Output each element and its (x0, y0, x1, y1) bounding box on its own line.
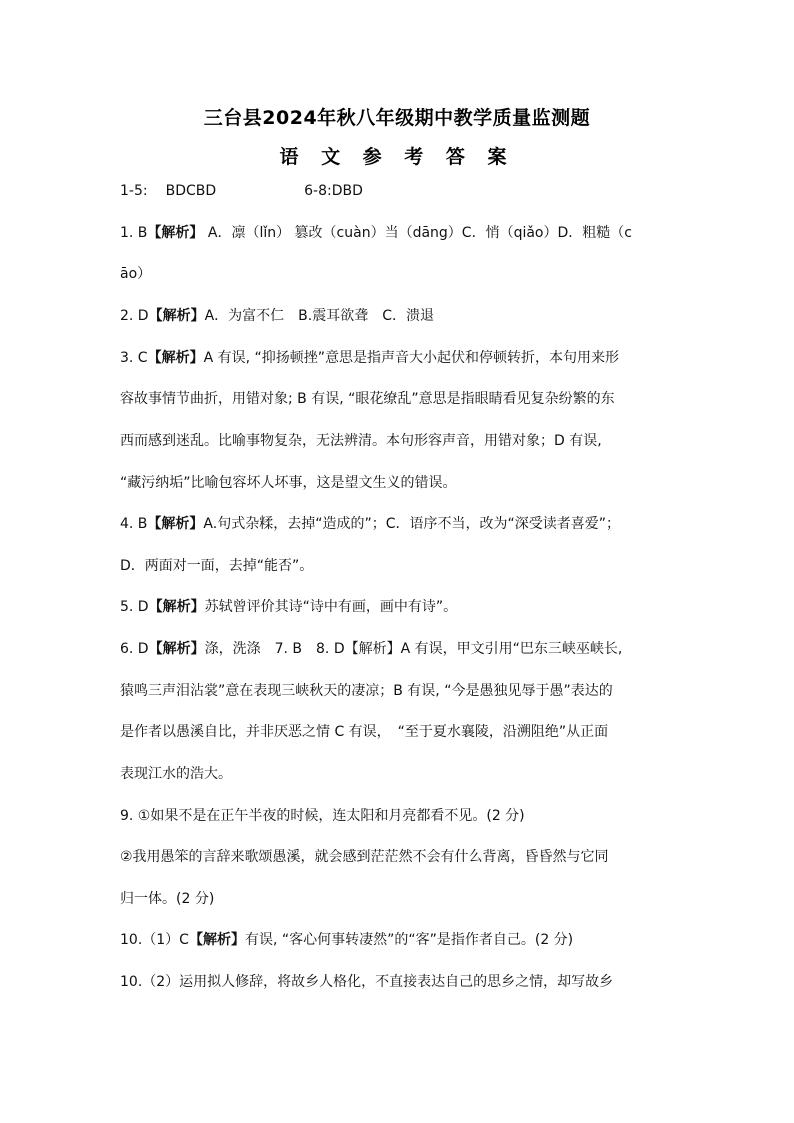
q6-line-3: 是作者以愚溪自比，并非厌恶之情 C 有误， “至于夏水襄陵，沿溯阻绝”从正面 (120, 724, 609, 740)
mc-1-5-label: 1-5: (120, 183, 148, 199)
mc-1-5-value: BDCBD (165, 183, 217, 199)
q4-analysis-tag: 【解析】 (147, 516, 204, 532)
q3-number: 3. C (120, 350, 148, 366)
q10-1-line (120, 930, 680, 950)
q1-number: 1. B (120, 225, 148, 241)
q2-analysis-tag: 【解析】 (148, 308, 205, 324)
q2-text: A．为富不仁 B.震耳欲聋 C．溃退 (204, 308, 435, 324)
q4-line-1 (120, 514, 680, 534)
mc-6-8: 6-8:DBD (304, 183, 363, 199)
q10-2-line: 10.（2）运用拟人修辞，将故乡人格化，不直接表达自己的思乡之情，却写故乡 (120, 974, 614, 990)
q6-line-4: 表现江水的浩大。 (120, 766, 232, 782)
q3-analysis-tag: 【解析】 (147, 350, 204, 366)
q1-text: A．凛（lǐn） 篡改（cuàn）当（dāng）C．悄（qiǎo）D．粗糙（c (203, 225, 632, 241)
q1-line-1 (120, 223, 680, 243)
q6-line-2: 猿鸣三声泪沾裳”意在表现三峡秋天的凄凉；B 有误, “今是愚独见辱于愚”表达的 (120, 683, 613, 699)
page-subtitle: 语 文 参 考 答 案 (279, 146, 515, 168)
q5-analysis-tag: 【解析】 (148, 599, 205, 615)
q9-line-1: 9. ①如果不是在正午半夜的时候，连太阳和月亮都看不见。(2 分) (120, 808, 525, 824)
q2-number: 2. D (120, 308, 149, 324)
q4-number: 4. B (120, 516, 148, 532)
q3-text: A 有误, “抑扬顿挫”意思是指声音大小起伏和停顿转折，本句用来形 (203, 350, 620, 366)
q10-1-text: 有误, “客心何事转凄然”的“客”是指作者自己。(2 分) (244, 932, 574, 948)
q10-1-analysis-tag: 【解析】 (188, 932, 245, 948)
q9-line-3: 归一体。(2 分) (120, 891, 215, 907)
q2-line (120, 306, 680, 326)
q3-line-3: 西而感到迷乱。比喻事物复杂，无法辨清。本句形容声音，用错对象；D 有误, (120, 433, 602, 449)
q6-text: 涤，洗涤 7. B 8. D【解析】A 有误，甲文引用“巴东三峡巫峡长, (204, 641, 623, 657)
q5-line (120, 597, 680, 617)
answer-line-1-8 (120, 181, 680, 201)
q5-text: 苏轼曾评价其诗“诗中有画，画中有诗”。 (204, 599, 458, 615)
q6-number: 6. D (120, 641, 149, 657)
q3-line-1 (120, 348, 680, 368)
q4-text: A.句式杂糅，去掉“造成的”；C．语序不当，改为“深受读者喜爱”； (203, 516, 620, 532)
q1-analysis-tag: 【解析】 (147, 225, 204, 241)
page-title: 三台县2024年秋八年级期中教学质量监测题 (203, 107, 591, 129)
q6-line-1 (120, 639, 680, 659)
q5-number: 5. D (120, 599, 149, 615)
q3-line-4: “藏污纳垢”比喻包容坏人坏事，这是望文生义的错误。 (120, 475, 457, 491)
q1-line-2: āo） (120, 266, 152, 282)
q6-analysis-tag: 【解析】 (148, 641, 205, 657)
q9-line-2: ②我用愚笨的言辞来歌颂愚溪，就会感到茫茫然不会有什么背离，昏昏然与它同 (120, 849, 609, 865)
q3-line-2: 容故事情节曲折，用错对象; B 有误, “眼花缭乱”意思是指眼睛看见复杂纷繁的东 (120, 391, 615, 407)
q4-line-2: D．两面对一面，去掉“能否”。 (120, 558, 314, 574)
q10-1-number: 10.（1）C (120, 932, 189, 948)
